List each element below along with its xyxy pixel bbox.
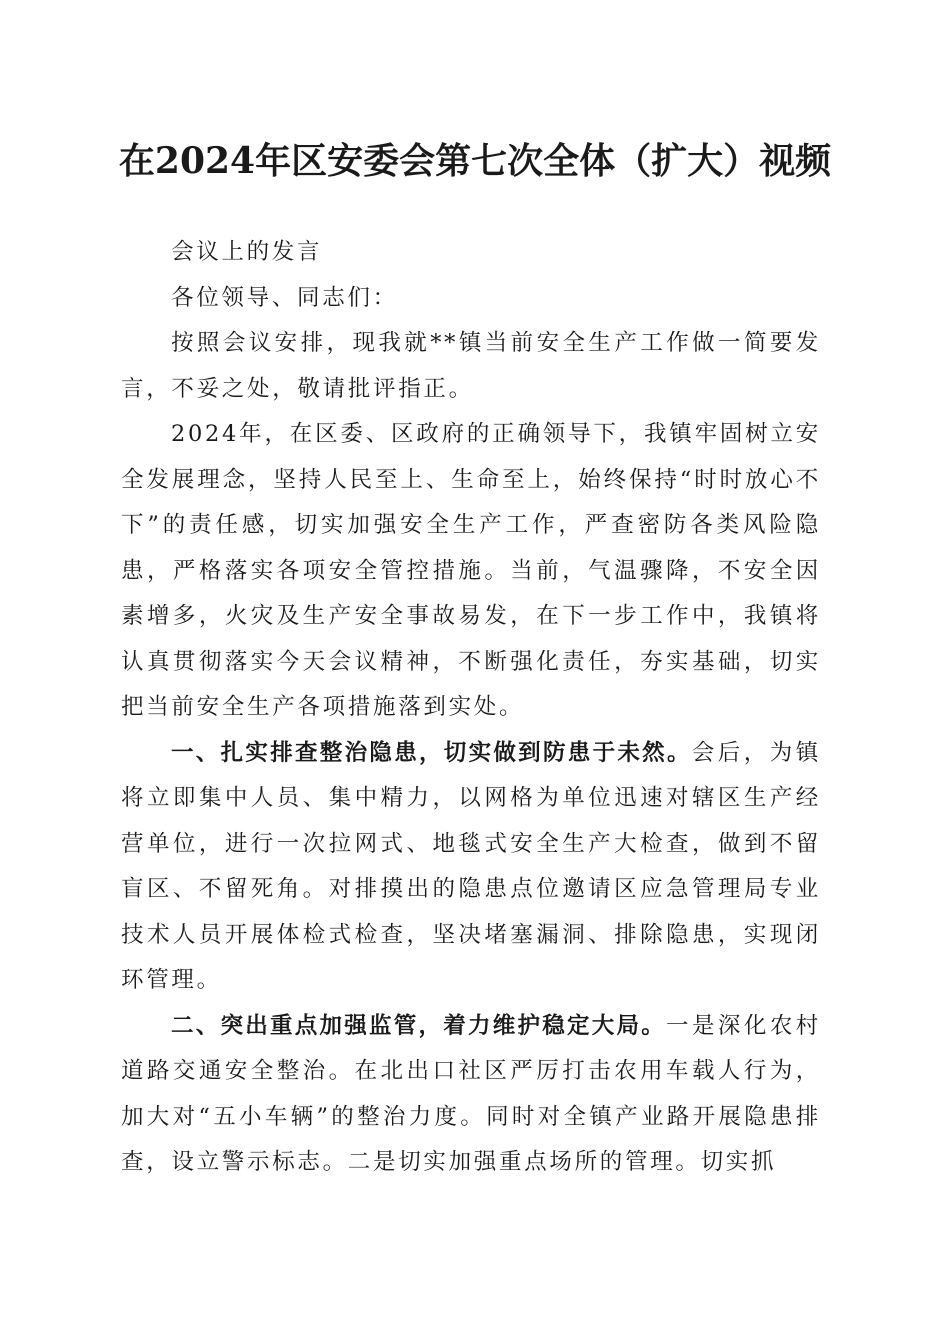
paragraph-text: 会后，为镇将立即集中人员、集中精力，以网格为单位迅速对辖区生产经营单位，进行一次拉网式、地毯式安全生产大检查，做到不留盲区、不留死角。对排摸出的隐患点位邀请区应急管理局专业技术人员开展体检式检查，坚决堵塞漏洞、排除隐患，实现闭环管理。 bbox=[121, 739, 821, 993]
section-heading-one: 一、扎实排查整治隐患，切实做到防患于未然。 bbox=[171, 739, 692, 766]
paragraph-text: 各位领导、同志们： bbox=[171, 284, 398, 311]
paragraph-text: 一是深化农村道路交通安全整治。在北出口社区严厉打击农用车载人行为，加大对“五小车辆”的整治力度。同时对全镇产业路开展隐患排查，设立警示标志。二是切实加强重点场所的管理。切实抓 bbox=[121, 1012, 821, 1175]
paragraph-salutation bbox=[121, 276, 821, 322]
paragraph-text: 2024年，在区委、区政府的正确领导下，我镇牢固树立安全发展理念，坚持人民至上、生命至上，始终保持“时时放心不下”的责任感，切实加强安全生产工作，严查密防各类风险隐患，严格落实各项安全管控措施。当前，气温骤降，不安全因素增多，火灾及生产安全事故易发，在下一步工作中，我镇将认真贯彻落实今天会议精神，不断强化责任，夯实基础，切实把当前安全生产各项措施落到实处。 bbox=[121, 421, 821, 720]
paragraph-section-one bbox=[121, 731, 821, 1004]
paragraph-text: 会议上的发言 bbox=[171, 239, 323, 265]
document-title: 在2024年区安委会第七次全体（扩大）视频 bbox=[118, 140, 832, 182]
paragraph-overview bbox=[121, 412, 821, 731]
paragraph-subtitle-continuation bbox=[121, 230, 821, 276]
paragraph-section-two bbox=[121, 1004, 821, 1186]
paragraph-text: 按照会议安排，现我就**镇当前安全生产工作做一简要发言，不妥之处，敬请批评指正。 bbox=[121, 330, 821, 402]
document-body bbox=[121, 230, 821, 1186]
section-heading-two: 二、突出重点加强监管，着力维护稳定大局。 bbox=[171, 1012, 667, 1039]
paragraph-opening bbox=[121, 321, 821, 412]
